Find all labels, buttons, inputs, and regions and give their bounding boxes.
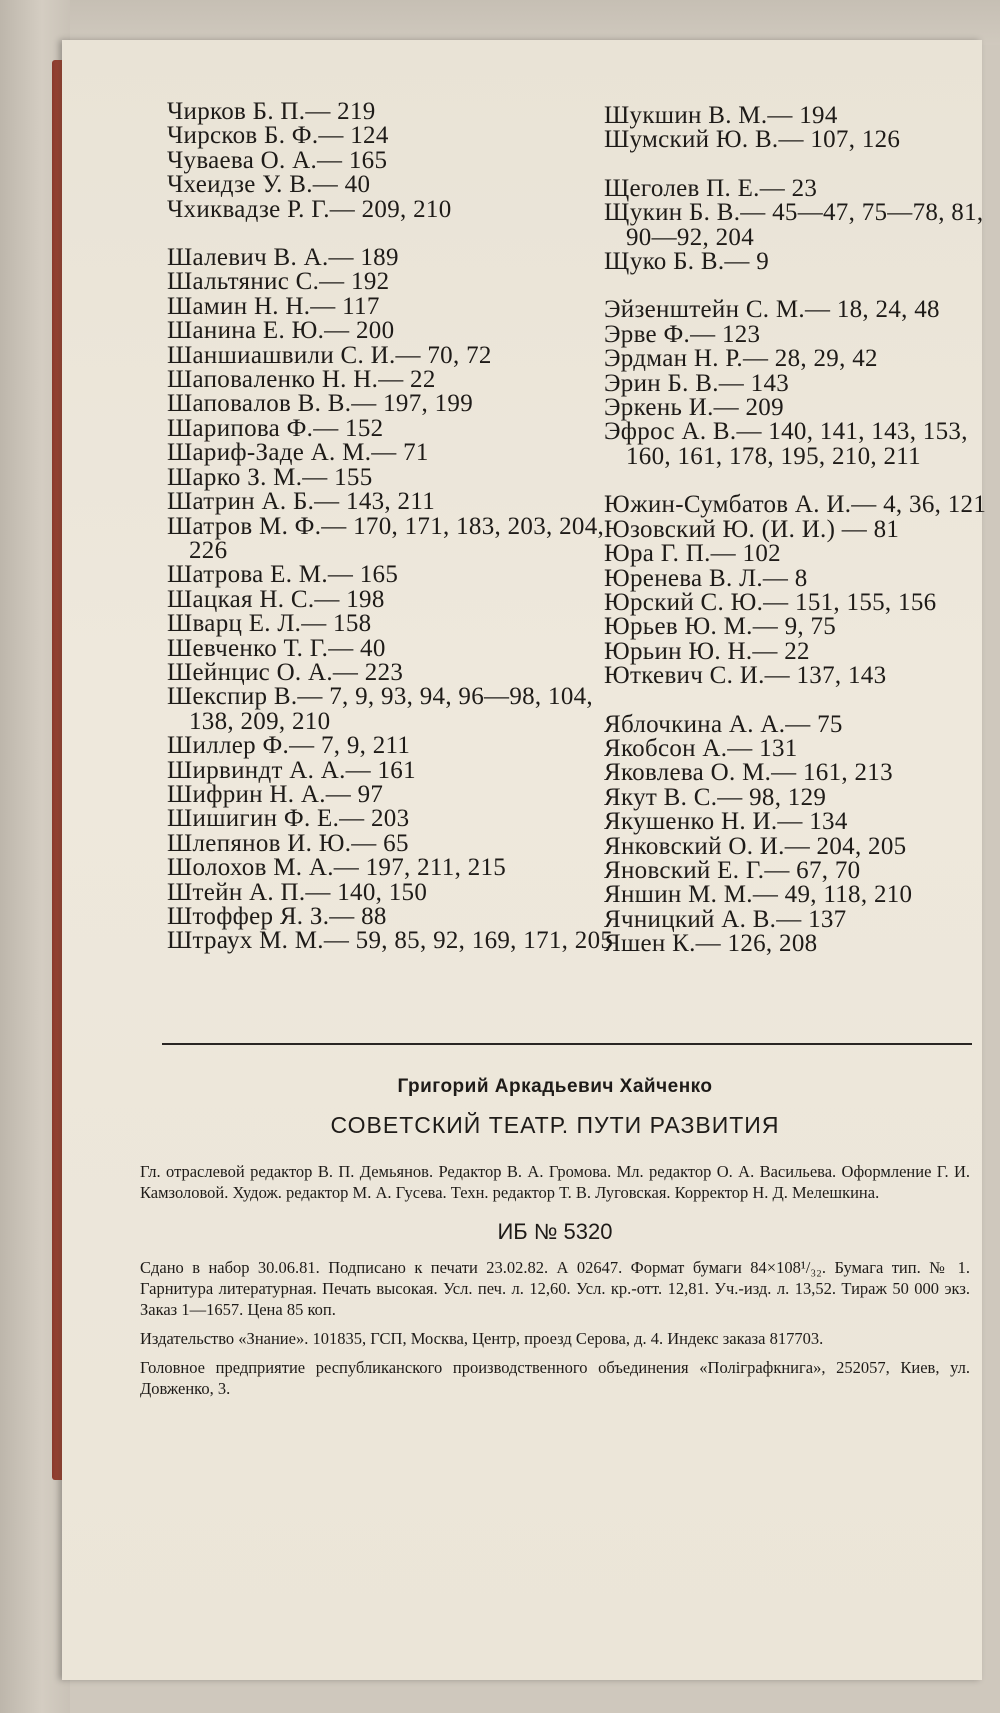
index-entry: Шарипова Ф.— 152 bbox=[167, 414, 384, 442]
imprint-block bbox=[140, 1060, 970, 1399]
index-letter-group bbox=[604, 104, 1000, 153]
index-entry: Шацкая Н. С.— 198 bbox=[167, 585, 385, 613]
index-column-right bbox=[604, 104, 1000, 957]
index-entry: Яблочкина А. А.— 75 bbox=[604, 710, 843, 738]
index-entry: Щеголев П. Е.— 23 bbox=[604, 174, 818, 202]
ib-number: ИБ № 5320 bbox=[497, 1219, 613, 1244]
index-entry: Яшен К.— 126, 208 bbox=[604, 930, 818, 958]
index-entry: Шатров М. Ф.— 170, 171, 183, 203, 204, 226 bbox=[167, 512, 605, 564]
index-entry: Юра Г. П.— 102 bbox=[604, 540, 781, 568]
index-entry: Шифрин Н. А.— 97 bbox=[167, 780, 384, 808]
index-entry: Шатрин А. Б.— 143, 211 bbox=[167, 488, 435, 516]
index-entry: Юренева В. Л.— 8 bbox=[604, 564, 808, 592]
index-letter-group bbox=[604, 174, 1000, 276]
index-entry: Юрский С. Ю.— 151, 155, 156 bbox=[604, 588, 937, 616]
index-entry: Южин-Сумбатов А. И.— 4, 36, 121 bbox=[604, 491, 987, 519]
index-entry: Штоффер Я. З.— 88 bbox=[167, 903, 387, 930]
index-entry: Якобсон А.— 131 bbox=[604, 734, 798, 762]
index-entry: Шарко З. М.— 155 bbox=[167, 463, 373, 491]
index-entry: Шаповалов В. В.— 197, 199 bbox=[167, 390, 474, 418]
index-entry: Щукин Б. В.— 45—47, 75—78, 81, 90—92, 204 bbox=[604, 199, 984, 251]
index-entry: Штраух М. М.— 59, 85, 92, 169, 171, 205 bbox=[167, 927, 614, 955]
index-entry: Эрдман Н. Р.— 28, 29, 42 bbox=[604, 345, 878, 373]
index-entry: Шариф-Заде А. М.— 71 bbox=[167, 439, 429, 467]
background-fabric-top bbox=[0, 0, 1000, 45]
index-entry: Ячницкий А. В.— 137 bbox=[604, 905, 847, 933]
index-entry: Якут В. С.— 98, 129 bbox=[604, 783, 827, 811]
index-entry: Чирков Б. П.— 219 bbox=[167, 98, 376, 125]
separator-rule bbox=[162, 1043, 972, 1045]
index-letter-group bbox=[167, 246, 617, 954]
index-entry: Шлепянов И. Ю.— 65 bbox=[167, 829, 409, 857]
index-entry: Шварц Е. Л.— 158 bbox=[167, 610, 372, 638]
index-entry: Шолохов М. А.— 197, 211, 215 bbox=[167, 854, 507, 882]
printer-info: Головное предприятие республиканского производственного объединения «Поліграфкнига», 252057, Киев, ул. Довженко, 3. bbox=[140, 1358, 970, 1398]
index-entry: Шейнцис О. А.— 223 bbox=[167, 658, 404, 686]
index-entry: Юзовский Ю. (И. И.) — 81 bbox=[604, 515, 900, 543]
index-entry: Шатрова Е. М.— 165 bbox=[167, 561, 399, 589]
index-entry: Чхеидзе У. В.— 40 bbox=[167, 171, 371, 199]
index-entry: Эфрос А. В.— 140, 141, 143, 153, 160, 161, 178, 195, 210, 211 bbox=[604, 418, 968, 470]
index-entry: Штейн А. П.— 140, 150 bbox=[167, 878, 428, 906]
index-entry: Янковский О. И.— 204, 205 bbox=[604, 832, 907, 860]
index-entry: Эйзенштейн С. М.— 18, 24, 48 bbox=[604, 296, 940, 324]
index-entry: Шумский Ю. В.— 107, 126 bbox=[604, 126, 901, 154]
index-entry: Яновский Е. Г.— 67, 70 bbox=[604, 856, 861, 884]
index-entry: Ширвиндт А. А.— 161 bbox=[167, 756, 416, 784]
index-entry: Чуваева О. А.— 165 bbox=[167, 146, 388, 174]
index-entry: Якушенко Н. И.— 134 bbox=[604, 808, 848, 836]
index-column-left bbox=[167, 100, 617, 954]
index-entry: Шишигин Ф. Е.— 203 bbox=[167, 805, 410, 833]
name-index bbox=[62, 98, 987, 1060]
index-entry: Шекспир В.— 7, 9, 93, 94, 96—98, 104, 138, 209, 210 bbox=[167, 683, 593, 735]
index-entry: Чирсков Б. Ф.— 124 bbox=[167, 122, 389, 150]
index-entry: Шалевич В. А.— 189 bbox=[167, 244, 399, 272]
index-entry: Эркень И.— 209 bbox=[604, 394, 784, 422]
index-entry: Щуко Б. В.— 9 bbox=[604, 248, 770, 276]
index-entry: Яковлева О. М.— 161, 213 bbox=[604, 759, 893, 787]
index-entry: Эрве Ф.— 123 bbox=[604, 320, 761, 348]
index-entry: Шиллер Ф.— 7, 9, 211 bbox=[167, 732, 411, 760]
index-entry: Юрьев Ю. М.— 9, 75 bbox=[604, 613, 837, 641]
index-entry: Шанина Е. Ю.— 200 bbox=[167, 317, 395, 345]
index-entry: Шаповаленко Н. Н.— 22 bbox=[167, 366, 436, 394]
index-letter-group bbox=[604, 493, 1000, 688]
index-entry: Юрьин Ю. Н.— 22 bbox=[604, 637, 810, 665]
index-entry: Юткевич С. И.— 137, 143 bbox=[604, 662, 887, 690]
index-entry: Шальтянис С.— 192 bbox=[167, 268, 390, 296]
publisher-info: Издательство «Знание». 101835, ГСП, Москва, Центр, проезд Серова, д. 4. Индекс заказа 817703. bbox=[140, 1329, 824, 1348]
index-entry: Шукшин В. М.— 194 bbox=[604, 102, 838, 129]
index-letter-group bbox=[604, 710, 1000, 958]
index-entry: Эрин Б. В.— 143 bbox=[604, 369, 790, 397]
editorial-credits: Гл. отраслевой редактор В. П. Демьянов. Редактор В. А. Громова. Мл. редактор О. А. Васильева. Оформление Г. И. Камзоловой. Худож. редактор М. А. Гусева. Техн. редактор Т. В. Луговская. Корректор Н. Д. Мелешкина. bbox=[140, 1162, 970, 1202]
index-letter-group bbox=[604, 298, 1000, 469]
index-entry: Шамин Н. Н.— 117 bbox=[167, 292, 380, 320]
index-entry: Чхиквадзе Р. Г.— 209, 210 bbox=[167, 195, 452, 223]
book-title: СОВЕТСКИЙ ТЕАТР. ПУТИ РАЗВИТИЯ bbox=[330, 1112, 780, 1138]
index-entry: Яншин М. М.— 49, 118, 210 bbox=[604, 881, 913, 909]
book-author: Григорий Аркадьевич Хайченко bbox=[397, 1076, 713, 1097]
book-page bbox=[62, 40, 987, 1680]
print-info: Сдано в набор 30.06.81. Подписано к печати 23.02.82. А 02647. Формат бумаги 84×108¹/₃₂. Бумага тип. № 1. Гарнитура литературная. Печать высокая. Усл. печ. л. 12,60. Усл. кр.-отт. 12,81. Уч.-изд. л. 13,52. Тираж 50 000 экз. Заказ 1—1657. Цена 85 коп. bbox=[140, 1258, 970, 1319]
index-letter-group bbox=[167, 100, 617, 222]
index-entry: Шевченко Т. Г.— 40 bbox=[167, 634, 386, 662]
index-entry: Шаншиашвили С. И.— 70, 72 bbox=[167, 341, 492, 369]
